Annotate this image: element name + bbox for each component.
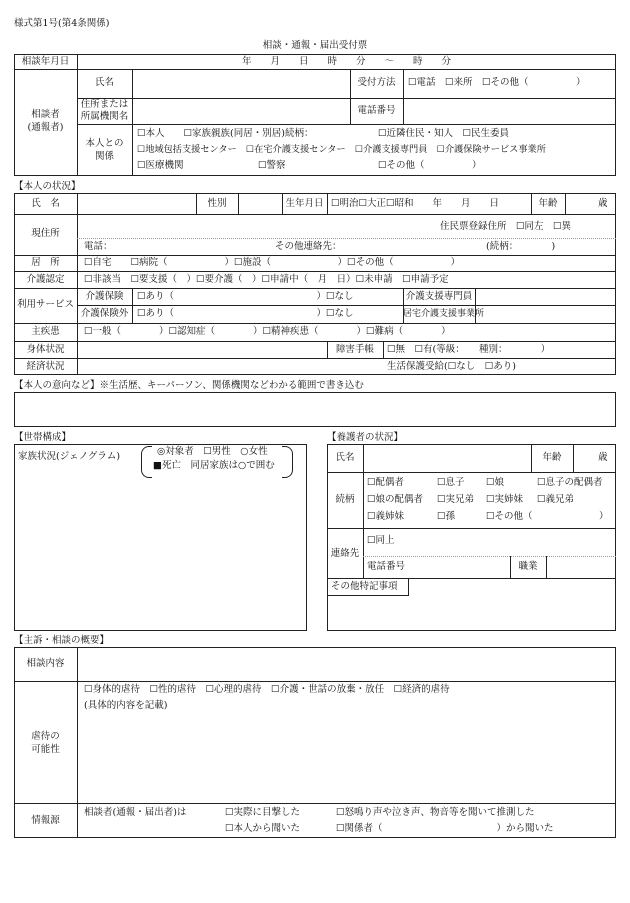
caregiver-age-unit: 歳 <box>598 452 608 463</box>
disease-options[interactable]: ☐一般（ ）☐認知症（ ）☐精神疾患（ ）☐難病（ ） <box>84 326 451 337</box>
relation-row-1b[interactable]: ☐近隣住民・知人 ☐民生委員 <box>378 128 510 139</box>
relation-label-1: 本人との <box>85 138 124 149</box>
caregiver-age-label: 年齢 <box>542 452 562 463</box>
residence-label: 居 所 <box>31 257 60 268</box>
caregiver-rel-spouse[interactable]: ☐配偶者 <box>367 477 405 488</box>
caregiver-rel-grandchild[interactable]: ☐孫 <box>437 511 456 522</box>
abuse-note: (具体的内容を記載) <box>84 700 168 711</box>
caregiver-job-label: 職業 <box>518 561 538 572</box>
form-title: 相談・通報・届出受付票 <box>262 40 368 51</box>
reporter-label: 相談者 (通報者) <box>27 109 64 133</box>
summary-section-title: 【主訴・相談の概要】 <box>14 635 110 646</box>
legend-bracket-right <box>282 446 293 478</box>
genogram-box[interactable] <box>14 444 307 631</box>
caregiver-rel-daughter[interactable]: ☐娘 <box>486 477 505 488</box>
caregiver-same-as-above[interactable]: ☐同上 <box>367 535 395 546</box>
sex-label: 性別 <box>207 198 227 209</box>
care-cert-options[interactable]: ☐非該当 ☐要支援（ ）☐要介護（ ）☐申請中（ 月 日）☐未申請 ☐申請予定 <box>84 274 449 285</box>
address-label-1: 住所または <box>80 99 129 110</box>
caregiver-rel-brother-in-law[interactable]: ☐義兄弟 <box>537 494 575 505</box>
legend-line-1: ◎対象者 ☐男性 ○女性 <box>157 446 268 457</box>
care-office-label: 居宅介護支援事業所 <box>403 309 485 319</box>
caregiver-contact-label: 連絡先 <box>330 548 360 559</box>
physical-label: 身体状況 <box>26 344 65 355</box>
reception-options[interactable]: ☐電話 ☐来所 ☐その他（ ） <box>408 77 586 88</box>
age-unit: 歳 <box>598 198 608 209</box>
age-label: 年齢 <box>538 198 558 209</box>
care-cert-label: 介護認定 <box>26 274 65 285</box>
person-section-title: 【本人の状況】 <box>14 181 81 192</box>
disease-label: 主疾患 <box>31 326 60 337</box>
caregiver-rel-brother[interactable]: ☐実兄弟 <box>437 494 475 505</box>
disability-value[interactable]: ☐無 ☐有(等級： 種別： ） <box>387 344 551 355</box>
abuse-label-1: 虐待の <box>31 731 60 742</box>
caregiver-notes-label: その他特記事項 <box>331 581 398 592</box>
disability-label: 障害手帳 <box>335 344 374 355</box>
insurance-value[interactable]: ☐あり（ ）☐なし <box>137 291 354 302</box>
caregiver-rel-sister[interactable]: ☐実姉妹 <box>486 494 524 505</box>
birth-label: 生年月日 <box>285 198 324 209</box>
non-insurance-label: 介護保険外 <box>80 308 129 319</box>
registration-address[interactable]: 住民票登録住所 ☐同左 ☐異 <box>440 221 572 232</box>
economic-label: 経済状況 <box>26 361 65 372</box>
caregiver-phone-label: 電話番号 <box>367 561 406 572</box>
source-from-related[interactable]: ☐関係者（ ）から聞いた <box>336 823 554 834</box>
caregiver-rel-son-spouse[interactable]: ☐息子の配偶者 <box>537 477 603 488</box>
services-label: 利用サービス <box>16 299 74 310</box>
relation-row-3a[interactable]: ☐医療機関 <box>137 160 184 171</box>
consult-date-label: 相談年月日 <box>21 56 70 67</box>
current-address-label: 現住所 <box>31 228 60 239</box>
birth-value[interactable]: ☐明治☐大正☐昭和 年 月 日 <box>331 198 500 209</box>
welfare-value[interactable]: 生活保護受給(☐なし ☐あり) <box>387 361 516 372</box>
person-phone-label: 電話： <box>84 241 113 252</box>
source-from-person[interactable]: ☐本人から聞いた <box>225 823 301 834</box>
insurance-label: 介護保険 <box>85 291 124 302</box>
legend-bracket-left <box>141 446 152 478</box>
relation-label-2: 関係 <box>94 151 114 162</box>
person-name-label: 氏 名 <box>31 198 60 209</box>
source-inferred[interactable]: ☐怒鳴り声や泣き声、物音等を聞いて推測した <box>336 807 535 818</box>
info-source-label: 情報源 <box>31 815 60 826</box>
other-contact-label: その他連絡先： <box>275 241 342 252</box>
relation-row-1[interactable]: ☐本人 ☐家族親族(同居・別居)続柄： <box>137 128 314 139</box>
caregiver-rel-son[interactable]: ☐息子 <box>437 477 465 488</box>
abuse-types[interactable]: ☐身体的虐待 ☐性的虐待 ☐心理的虐待 ☐介護・世話の放棄・放任 ☐経済的虐待 <box>84 684 450 695</box>
non-insurance-value[interactable]: ☐あり（ ）☐なし <box>137 308 354 319</box>
intent-section-title: 【本人の意向など】※生活歴、キーパーソン、関係機関などわかる範囲で書き込む <box>14 380 364 391</box>
intent-box[interactable] <box>14 392 616 427</box>
form-number: 様式第1号(第4条関係) <box>14 18 110 29</box>
other-contact-relation: (続柄： ) <box>486 241 556 252</box>
caregiver-rel-daughter-spouse[interactable]: ☐娘の配偶者 <box>367 494 424 505</box>
legend-line-2: ■死亡 同居家族は○で囲む <box>153 460 275 471</box>
abuse-label-2: 可能性 <box>31 744 60 755</box>
relation-row-3b[interactable]: ☐警察 <box>258 160 286 171</box>
residence-options[interactable]: ☐自宅 ☐病院（ ）☐施設（ ）☐その他（ ） <box>84 257 461 268</box>
genogram-label: 家族状況(ジェノグラム) <box>18 451 121 462</box>
reception-label: 受付方法 <box>357 77 396 88</box>
caregiver-relation-label: 続柄 <box>335 494 355 505</box>
caregiver-rel-sister-in-law[interactable]: ☐義姉妹 <box>367 511 405 522</box>
consult-date-value: 年 月 日 時 分 ～ 時 分 <box>241 56 451 67</box>
relation-row-3c[interactable]: ☐その他（ ） <box>378 160 482 171</box>
address-label-2: 所属機関名 <box>80 111 129 122</box>
care-manager-label: 介護支援専門員 <box>405 291 473 302</box>
caregiver-name-label: 氏名 <box>335 452 355 463</box>
consult-content-label: 相談内容 <box>26 658 65 669</box>
source-witnessed[interactable]: ☐実際に目撃した <box>225 807 301 818</box>
source-intro: 相談者(通報・届出者)は <box>84 807 187 818</box>
household-section-title: 【世帯構成】 <box>14 432 72 443</box>
reporter-name-label: 氏名 <box>94 77 114 88</box>
reporter-phone-label: 電話番号 <box>357 105 396 116</box>
relation-row-2[interactable]: ☐地域包括支援センター ☐在宅介護支援センター ☐介護支援専門員 ☐介護保険サービス事業所 <box>137 144 546 155</box>
caregiver-section-title: 【養護者の状況】 <box>327 432 404 443</box>
caregiver-rel-other[interactable]: ☐その他（ ） <box>486 511 609 522</box>
